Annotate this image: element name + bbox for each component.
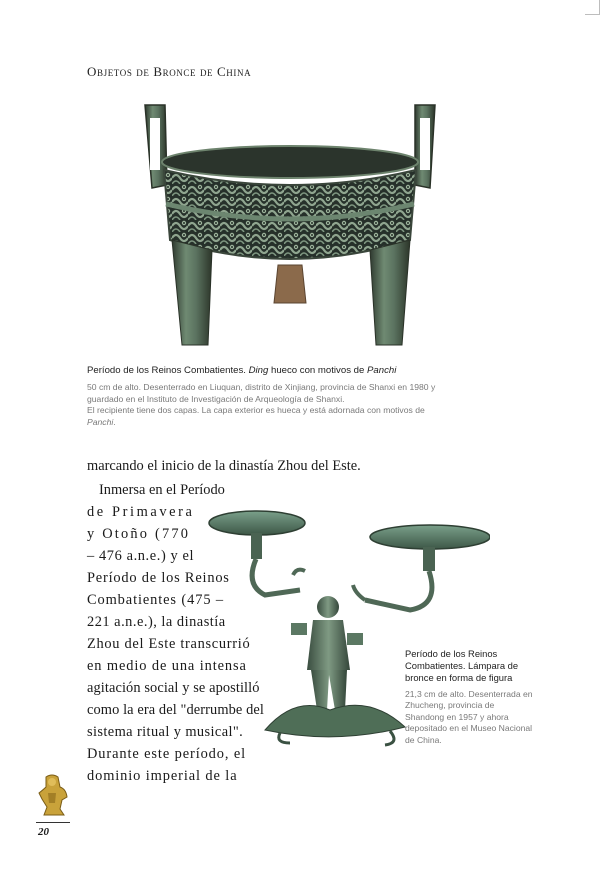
body-line: en medio de una intensa [87,658,247,674]
body-line: y Otoño (770 [87,526,191,542]
body-line: dominio imperial de la [87,768,238,784]
body-line: como la era del "derrumbe del [87,702,264,718]
body-line: agitación social y se apostilló [87,680,260,696]
body-line: Período de los Reinos [87,570,230,586]
body-line: 221 a.n.e.), la dinastía [87,614,226,630]
footer-rule [36,822,70,823]
crop-mark [585,0,600,15]
figure2-caption [405,648,535,746]
body-line: Durante este período, el [87,746,247,762]
figure1-caption [87,364,477,428]
page-number: 20 [38,826,49,838]
ding-vessel-image [140,100,440,350]
figure1-caption-description: 50 cm de alto. Desenterrado en Liuquan, distrito de Xinjiang, provincia de Shanxi en 1980 y guardado en el Instituto de Investigación de Arqueología de Shanxi. El recipiente tiene dos capas. La capa exterior es hueca y está adornada con motivos de Panchi. [87,382,436,427]
running-header: Objetos de Bronce de China [87,64,252,79]
body-line: Zhou del Este transcurrió [87,636,251,652]
figure2-caption-title: Período de los Reinos Combatientes. Lámpara de bronce en forma de figura [405,648,519,683]
body-line: Inmersa en el Período [99,482,225,498]
figure1-caption-title: Período de los Reinos Combatientes. Ding hueco con motivos de Panchi [87,365,397,376]
body-line: de Primavera [87,504,195,520]
body-line: Combatientes (475 – [87,592,225,608]
figure2-caption-description: 21,3 cm de alto. Desenterrada en Zhucheng, provincia de Shandong en 1957 y ahora depositado en el Museo Nacional de China. [405,689,533,745]
body-line: marcando el inicio de la dinastía Zhou del Este. [87,458,361,474]
body-line: – 476 a.n.e.) y el [87,548,195,564]
bronze-figurine-thumbnail-icon [36,773,70,817]
body-line: sistema ritual y musical". [87,724,244,740]
